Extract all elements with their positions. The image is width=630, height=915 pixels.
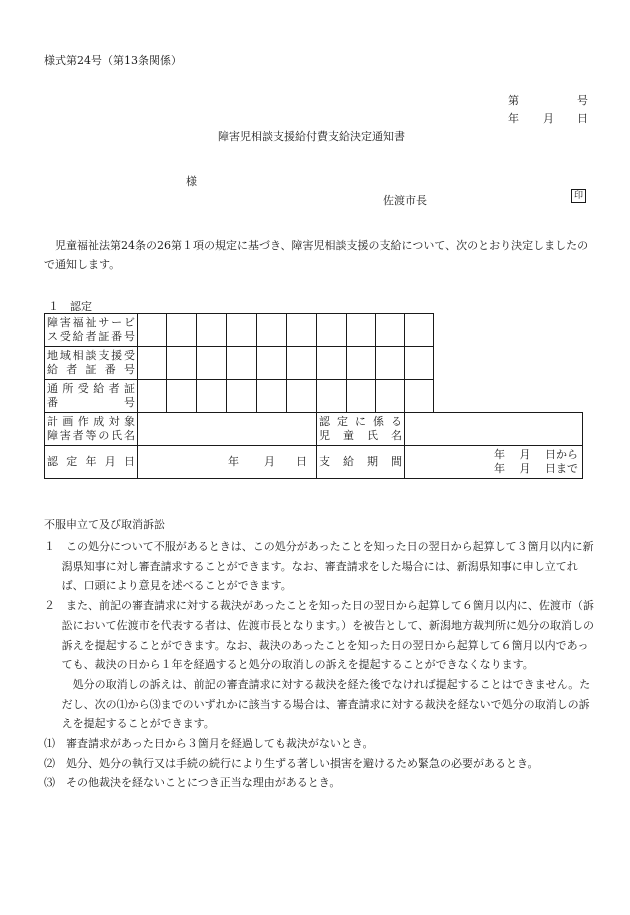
intro-text: 児童福祉法第24条の26第１項の規定に基づき、障害児相談支援の支給について、次のとおり決定しましたので通知します。 <box>44 239 589 271</box>
section1-heading: １ 認定 <box>48 300 92 313</box>
digit-cell[interactable] <box>405 347 434 380</box>
cert-date-field[interactable]: 年 月 日 <box>138 446 317 479</box>
appeal-heading: 不服申立て及び取消訴訟 <box>44 518 165 531</box>
number-suffix: 号 <box>577 94 588 107</box>
digit-cell[interactable] <box>347 347 376 380</box>
certification-table <box>44 313 583 479</box>
digit-cell[interactable] <box>167 347 197 380</box>
digit-cell[interactable] <box>197 347 227 380</box>
label-day-service-cert: 通所受給者証 番 号 <box>45 380 138 413</box>
appeal-note: 処分の取消しの訴えは、前記の審査請求に対する裁決を経た後でなければ提起することはできません。ただし、次の⑴から⑶までのいずれかに該当する場合は、審査請求に対する裁決を経ないで処分の取消しの訴えを提起することができます。 <box>61 677 591 731</box>
appeal-sub-3: ⑶ その他裁決を経ないことにつき正当な理由があるとき。 <box>44 776 341 790</box>
seal-char: 印 <box>573 191 583 201</box>
digit-cell[interactable] <box>257 380 287 413</box>
label-regional-support-cert: 地域相談支援受 給者証番号 <box>45 347 138 380</box>
form-number: 様式第24号（第13条関係） <box>44 54 182 67</box>
date-month: 月 <box>543 112 554 125</box>
digit-cell[interactable] <box>227 314 257 347</box>
document-title: 障害児相談支援給付費支給決定通知書 <box>218 130 405 143</box>
digit-cell[interactable] <box>405 314 434 347</box>
table-row <box>45 347 583 380</box>
child-name-field[interactable] <box>405 413 583 446</box>
table-row <box>45 446 583 479</box>
date-day: 日 <box>577 112 588 125</box>
digit-cell[interactable] <box>405 380 434 413</box>
digit-cell[interactable] <box>138 380 167 413</box>
addressee-suffix: 様 <box>186 175 197 188</box>
digit-cell[interactable] <box>347 314 376 347</box>
appeal-body <box>44 537 594 793</box>
digit-cell[interactable] <box>376 314 405 347</box>
digit-cell[interactable] <box>227 380 257 413</box>
digit-cell[interactable] <box>376 347 405 380</box>
digit-cell[interactable] <box>317 314 347 347</box>
table-row <box>45 380 583 413</box>
intro-paragraph <box>44 237 594 274</box>
digit-cell[interactable] <box>167 314 197 347</box>
table-row <box>45 413 583 446</box>
digit-cell[interactable] <box>197 380 227 413</box>
digit-cell[interactable] <box>167 380 197 413</box>
digit-cell[interactable] <box>317 380 347 413</box>
issuer-name: 佐渡市長 <box>383 194 427 207</box>
digit-cell[interactable] <box>257 314 287 347</box>
appeal-sub-1: ⑴ 審査請求があった日から３箇月を経過しても裁決がないとき。 <box>44 737 374 751</box>
digit-cell[interactable] <box>197 314 227 347</box>
date-year: 年 <box>508 112 519 125</box>
table-row <box>45 314 583 347</box>
digit-cell[interactable] <box>317 347 347 380</box>
appeal-sub-2: ⑵ 処分、処分の執行又は手続の続行により生ずる著しい損害を避けるため緊急の必要があるとき。 <box>44 756 539 770</box>
label-plan-target-name: 計画作成対象 障害者等の氏名 <box>45 413 138 446</box>
label-period: 支給期間 <box>317 446 405 479</box>
seal-stamp <box>571 189 586 203</box>
digit-cell[interactable] <box>138 314 167 347</box>
digit-cell[interactable] <box>257 347 287 380</box>
label-child-name: 認定に係る 児童氏名 <box>317 413 405 446</box>
digit-cell[interactable] <box>347 380 376 413</box>
number-prefix: 第 <box>508 94 519 107</box>
digit-cell[interactable] <box>376 380 405 413</box>
label-welfare-service-cert: 障害福祉サービ ス受給者証番号 <box>45 314 138 347</box>
digit-cell[interactable] <box>287 347 317 380</box>
appeal-item-1: １ この処分について不服があるときは、この処分があったことを知った日の翌日から起算して３箇月以内に新潟県知事に対し審査請求することができます。なお、審査請求をした場合には、新潟県知事に申し立てれば、口頭により意見を述べることができます。 <box>44 540 594 593</box>
period-field[interactable]: 年 月 日から 年 月 日まで <box>405 446 583 479</box>
digit-cell[interactable] <box>287 314 317 347</box>
plan-target-name-field[interactable] <box>138 413 317 446</box>
label-cert-date: 認定年月日 <box>45 446 138 479</box>
digit-cell[interactable] <box>138 347 167 380</box>
digit-cell[interactable] <box>287 380 317 413</box>
appeal-item-2: ２ また、前記の審査請求に対する裁決があったことを知った日の翌日から起算して６箇月以内に、佐渡市（訴訟において佐渡市を代表する者は、佐渡市長となります。）を被告として、新潟地方裁判所に処分の取消しの訴えを提起することができます。なお、裁決のあったことを知った日の翌日から起算して６箇月以内であっても、裁決の日から１年を経過すると処分の取消しの訴えを提起することができなくなります。 <box>44 599 594 672</box>
digit-cell[interactable] <box>227 347 257 380</box>
